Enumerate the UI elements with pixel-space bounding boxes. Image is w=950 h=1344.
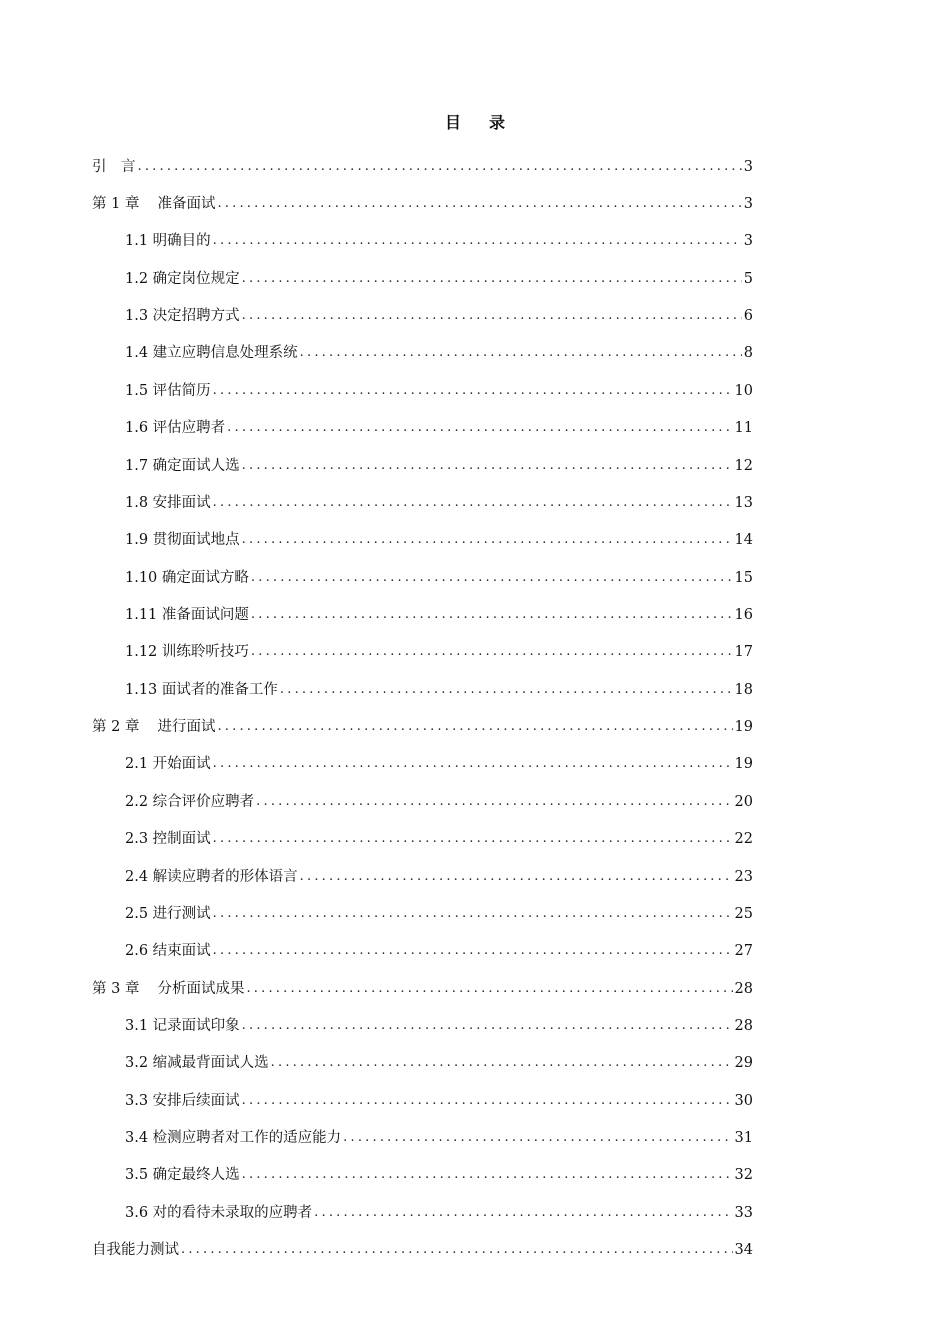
toc-entry-label: 1.9 贯彻面试地点: [125, 532, 240, 549]
toc-page-number: 10: [734, 382, 753, 399]
toc-section-entry[interactable]: [92, 410, 753, 447]
dot-leader: [213, 904, 733, 924]
toc-section-entry[interactable]: [92, 447, 753, 484]
toc-section-entry[interactable]: [92, 746, 753, 783]
dot-leader: [300, 867, 733, 887]
toc-entry-label: 3.4 检测应聘者对工作的适应能力: [125, 1130, 342, 1147]
toc-entry-label: 2.3 控制面试: [125, 831, 211, 848]
dot-leader: [181, 1240, 733, 1260]
dot-leader: [213, 941, 733, 961]
toc-entry-label: 1.10 确定面试方略: [125, 569, 249, 586]
dot-leader: [227, 418, 732, 438]
toc-section-entry[interactable]: [92, 335, 753, 372]
toc-page-number: 28: [734, 980, 753, 997]
toc-entry-label: 3.5 确定最终人选: [125, 1167, 240, 1184]
dot-leader: [242, 1091, 733, 1111]
toc-chapter-entry[interactable]: [92, 185, 753, 222]
toc-section-entry[interactable]: [92, 484, 753, 521]
dot-leader: [242, 306, 742, 326]
toc-entry-label: 2.5 进行测试: [125, 905, 211, 922]
dot-leader: [138, 157, 742, 177]
toc-entry-label: 1.4 建立应聘信息处理系统: [125, 345, 298, 362]
toc-entry-label: 1.6 评估应聘者: [125, 420, 226, 437]
chapter-title: 准备面试: [157, 196, 216, 213]
toc-entry-label: [92, 717, 217, 737]
toc-section-entry[interactable]: [92, 372, 753, 409]
toc-page-number: 8: [743, 345, 753, 362]
toc-section-entry[interactable]: [92, 895, 753, 932]
dot-leader: [343, 1128, 732, 1148]
toc-section-entry[interactable]: [92, 634, 753, 671]
toc-chapter-entry[interactable]: [92, 148, 753, 185]
toc-page-number: 18: [734, 681, 753, 698]
toc-section-entry[interactable]: [92, 559, 753, 596]
toc-section-entry[interactable]: [92, 933, 753, 970]
toc-page-number: 32: [734, 1167, 753, 1184]
toc-section-entry[interactable]: [92, 1045, 753, 1082]
toc-entry-label: 1.5 评估简历: [125, 382, 211, 399]
dot-leader: [246, 979, 732, 999]
toc-entry-label: 1.2 确定岗位规定: [125, 270, 240, 287]
toc-title-char-2: 录: [489, 113, 506, 132]
dot-leader: [217, 717, 732, 737]
toc-section-entry[interactable]: [92, 783, 753, 820]
toc-page-number: 19: [734, 756, 753, 773]
toc-page-number: 14: [734, 532, 753, 549]
toc-page-number: 6: [743, 308, 753, 325]
toc-page-number: 15: [734, 569, 753, 586]
toc-page-number: 31: [734, 1130, 753, 1147]
toc-entry-label: 1.8 安排面试: [125, 494, 211, 511]
toc-title: [0, 112, 950, 134]
toc-entry-label: 2.6 结束面试: [125, 943, 211, 960]
toc-entry-label: 2.1 开始面试: [125, 756, 211, 773]
toc-page-number: 20: [734, 793, 753, 810]
table-of-contents: [92, 148, 753, 1269]
toc-section-entry[interactable]: [92, 671, 753, 708]
toc-page-number: 3: [743, 158, 753, 175]
dot-leader: [213, 381, 733, 401]
toc-section-entry[interactable]: [92, 260, 753, 297]
dot-leader: [242, 530, 733, 550]
toc-section-entry[interactable]: [92, 820, 753, 857]
toc-entry-label: 1.7 确定面试人选: [125, 457, 240, 474]
chapter-title: 分析面试成果: [157, 980, 245, 997]
toc-entry-label: 1.11 准备面试问题: [125, 606, 249, 623]
chapter-number: 第 2 章: [92, 719, 140, 736]
dot-leader: [217, 194, 741, 214]
toc-entry-label: 3.6 对的看待未录取的应聘者: [125, 1204, 313, 1221]
toc-entry-label: 2.4 解读应聘者的形体语言: [125, 868, 298, 885]
chapter-number: 第 3 章: [92, 980, 140, 997]
toc-chapter-entry[interactable]: [92, 970, 753, 1007]
toc-section-entry[interactable]: [92, 522, 753, 559]
dot-leader: [280, 680, 733, 700]
toc-entry-label: 1.1 明确目的: [125, 233, 211, 250]
toc-page-number: 34: [734, 1242, 753, 1259]
toc-page-number: 29: [734, 1055, 753, 1072]
dot-leader: [251, 605, 733, 625]
toc-entry-label: 3.3 安排后续面试: [125, 1092, 240, 1109]
toc-page-number: 16: [734, 606, 753, 623]
toc-section-entry[interactable]: [92, 1119, 753, 1156]
toc-page-number: 28: [734, 1017, 753, 1034]
dot-leader: [242, 1016, 733, 1036]
dot-leader: [271, 1053, 733, 1073]
dot-leader: [314, 1203, 732, 1223]
toc-title-char-1: 目: [444, 113, 461, 132]
dot-leader: [300, 343, 742, 363]
toc-page-number: 3: [743, 196, 753, 213]
toc-section-entry[interactable]: [92, 297, 753, 334]
toc-entry-label: 1.13 面试者的准备工作: [125, 681, 278, 698]
toc-entry-label: 自我能力测试: [92, 1242, 179, 1259]
toc-section-entry[interactable]: [92, 858, 753, 895]
chapter-number: 第 1 章: [92, 196, 140, 213]
dot-leader: [251, 568, 733, 588]
toc-page-number: 5: [743, 270, 753, 287]
toc-page-number: 13: [734, 494, 753, 511]
dot-leader: [213, 829, 733, 849]
dot-leader: [242, 456, 733, 476]
dot-leader: [251, 642, 733, 662]
dot-leader: [213, 493, 733, 513]
dot-leader: [242, 269, 742, 289]
toc-entry-label: 1.3 决定招聘方式: [125, 308, 240, 325]
toc-page-number: 30: [734, 1092, 753, 1109]
toc-entry-label: [92, 194, 217, 214]
toc-page-number: 27: [734, 943, 753, 960]
dot-leader: [213, 754, 733, 774]
toc-entry-label: [92, 979, 246, 999]
toc-page-number: 11: [734, 420, 753, 437]
toc-section-entry[interactable]: [92, 1194, 753, 1231]
toc-entry-label: 3.1 记录面试印象: [125, 1017, 240, 1034]
toc-section-entry[interactable]: [92, 596, 753, 633]
dot-leader: [256, 792, 732, 812]
toc-entry-label: 引 言: [92, 158, 136, 175]
toc-section-entry[interactable]: [92, 1007, 753, 1044]
toc-entry-label: 2.2 综合评价应聘者: [125, 793, 255, 810]
toc-page-number: 33: [734, 1204, 753, 1221]
toc-section-entry[interactable]: [92, 1157, 753, 1194]
toc-page-number: 12: [734, 457, 753, 474]
toc-page-number: 17: [734, 644, 753, 661]
toc-section-entry[interactable]: [92, 223, 753, 260]
toc-section-entry[interactable]: [92, 1082, 753, 1119]
toc-page-number: 19: [734, 719, 753, 736]
toc-chapter-entry[interactable]: [92, 708, 753, 745]
toc-page-number: 23: [734, 868, 753, 885]
toc-page-number: 3: [743, 233, 753, 250]
dot-leader: [213, 231, 742, 251]
toc-page-number: 22: [734, 831, 753, 848]
toc-entry-label: 3.2 缩减最背面试人选: [125, 1055, 269, 1072]
toc-page-number: 25: [734, 905, 753, 922]
chapter-title: 进行面试: [157, 719, 216, 736]
toc-entry-label: 1.12 训练聆听技巧: [125, 644, 249, 661]
toc-chapter-entry[interactable]: [92, 1231, 753, 1268]
dot-leader: [242, 1165, 733, 1185]
